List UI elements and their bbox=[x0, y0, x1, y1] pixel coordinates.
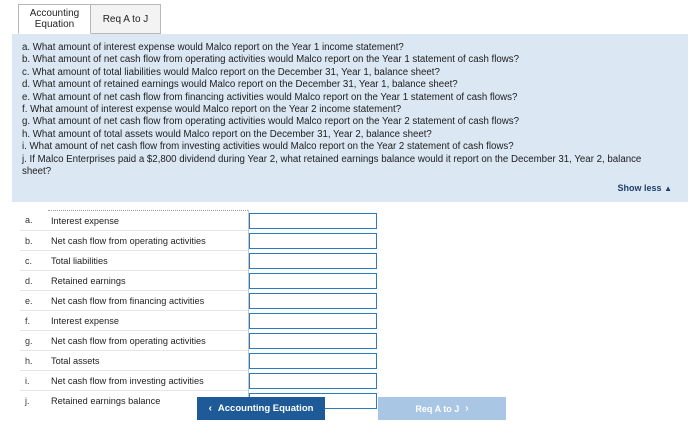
row-label: Retained earnings bbox=[48, 271, 248, 291]
question-item: d. What amount of retained earnings would Malco report on the December 31, Year 1, balance sheet? bbox=[22, 79, 458, 91]
tab-accounting-equation[interactable] bbox=[18, 4, 91, 34]
table-row bbox=[20, 311, 380, 331]
row-letter: g. bbox=[20, 331, 48, 351]
table-row bbox=[20, 251, 380, 271]
answer-table bbox=[20, 210, 380, 411]
row-letter: i. bbox=[20, 371, 48, 391]
row-label: Net cash flow from investing activities bbox=[48, 371, 248, 391]
tab-accounting-equation-label bbox=[30, 8, 79, 30]
row-label: Net cash flow from financing activities bbox=[48, 291, 248, 311]
answer-cell bbox=[248, 371, 380, 391]
tab-bar bbox=[18, 4, 161, 34]
next-button-label: Req A to J bbox=[415, 403, 460, 414]
answer-input-i[interactable] bbox=[249, 373, 377, 389]
answer-cell bbox=[248, 291, 380, 311]
show-less-label: Show less bbox=[617, 183, 662, 193]
table-row bbox=[20, 331, 380, 351]
table-row bbox=[20, 351, 380, 371]
row-letter: b. bbox=[20, 231, 48, 251]
question-item: c. What amount of total liabilities would Malco report on the December 31, Year 1, balance sheet? bbox=[22, 66, 440, 78]
row-letter: d. bbox=[20, 271, 48, 291]
answer-input-b[interactable] bbox=[249, 233, 377, 249]
answer-cell bbox=[248, 271, 380, 291]
chevron-right-icon: › bbox=[465, 403, 469, 414]
answer-input-a[interactable] bbox=[249, 213, 377, 229]
chevron-left-icon: ‹ bbox=[208, 403, 212, 414]
row-label: Retained earnings balance bbox=[48, 391, 248, 411]
question-item: b. What amount of net cash flow from operating activities would Malco report on the Year 1 statement of cash flows? bbox=[22, 54, 520, 66]
table-row bbox=[20, 211, 380, 231]
answer-input-c[interactable] bbox=[249, 253, 377, 269]
caret-up-icon: ▲ bbox=[664, 184, 672, 193]
row-letter: h. bbox=[20, 351, 48, 371]
table-row bbox=[20, 371, 380, 391]
tab-req-a-to-j-label: Req A to J bbox=[102, 13, 149, 25]
answer-cell bbox=[248, 311, 380, 331]
question-item: g. What amount of net cash flow from operating activities would Malco report on the Year 2 statement of cash flows? bbox=[22, 116, 520, 128]
row-letter: f. bbox=[20, 311, 48, 331]
answer-cell bbox=[248, 231, 380, 251]
answer-cell bbox=[248, 211, 380, 231]
question-list bbox=[22, 42, 672, 178]
answer-input-d[interactable] bbox=[249, 273, 377, 289]
show-less-link[interactable] bbox=[618, 183, 672, 193]
row-letter: a. bbox=[25, 215, 33, 226]
question-item: j. If Malco Enterprises paid a $2,800 dividend during Year 2, what retained earnings balance would it report on the December 31, Year 2, balance sheet? bbox=[22, 153, 645, 178]
tab-req-a-to-j[interactable] bbox=[91, 4, 161, 34]
row-letter: c. bbox=[20, 251, 48, 271]
question-item: e. What amount of net cash flow from financing activities would Malco report on the Year 1 statement of cash flows? bbox=[22, 91, 518, 103]
prev-accounting-equation-button[interactable] bbox=[197, 397, 325, 420]
row-letter: e. bbox=[20, 291, 48, 311]
question-item: i. What amount of net cash flow from investing activities would Malco report on the Year 2 statement of cash flows? bbox=[22, 141, 514, 153]
answer-cell bbox=[248, 251, 380, 271]
answer-input-f[interactable] bbox=[249, 313, 377, 329]
row-label: Interest expense bbox=[48, 211, 248, 231]
next-req-a-to-j-button[interactable] bbox=[378, 397, 506, 420]
table-row bbox=[20, 231, 380, 251]
question-item: f. What amount of interest expense would Malco report on the Year 2 income statement? bbox=[22, 104, 402, 116]
row-label: Net cash flow from operating activities bbox=[48, 331, 248, 351]
row-label: Total liabilities bbox=[48, 251, 248, 271]
prev-button-label: Accounting Equation bbox=[217, 403, 314, 414]
table-row bbox=[20, 291, 380, 311]
answer-cell bbox=[248, 331, 380, 351]
question-item: h. What amount of total assets would Malco report on the December 31, Year 2, balance sheet? bbox=[22, 128, 432, 140]
tab-label-line2: Equation bbox=[34, 19, 75, 30]
tab-label-line1: Accounting bbox=[29, 8, 80, 19]
answer-input-g[interactable] bbox=[249, 333, 377, 349]
row-label: Total assets bbox=[48, 351, 248, 371]
answer-input-h[interactable] bbox=[249, 353, 377, 369]
answer-cell bbox=[248, 351, 380, 371]
answer-input-e[interactable] bbox=[249, 293, 377, 309]
question-item: a. What amount of interest expense would Malco report on the Year 1 income statement? bbox=[22, 42, 404, 53]
table-row bbox=[20, 271, 380, 291]
row-label: Net cash flow from operating activities bbox=[48, 231, 248, 251]
row-label: Interest expense bbox=[48, 311, 248, 331]
row-letter: j. bbox=[20, 391, 48, 411]
